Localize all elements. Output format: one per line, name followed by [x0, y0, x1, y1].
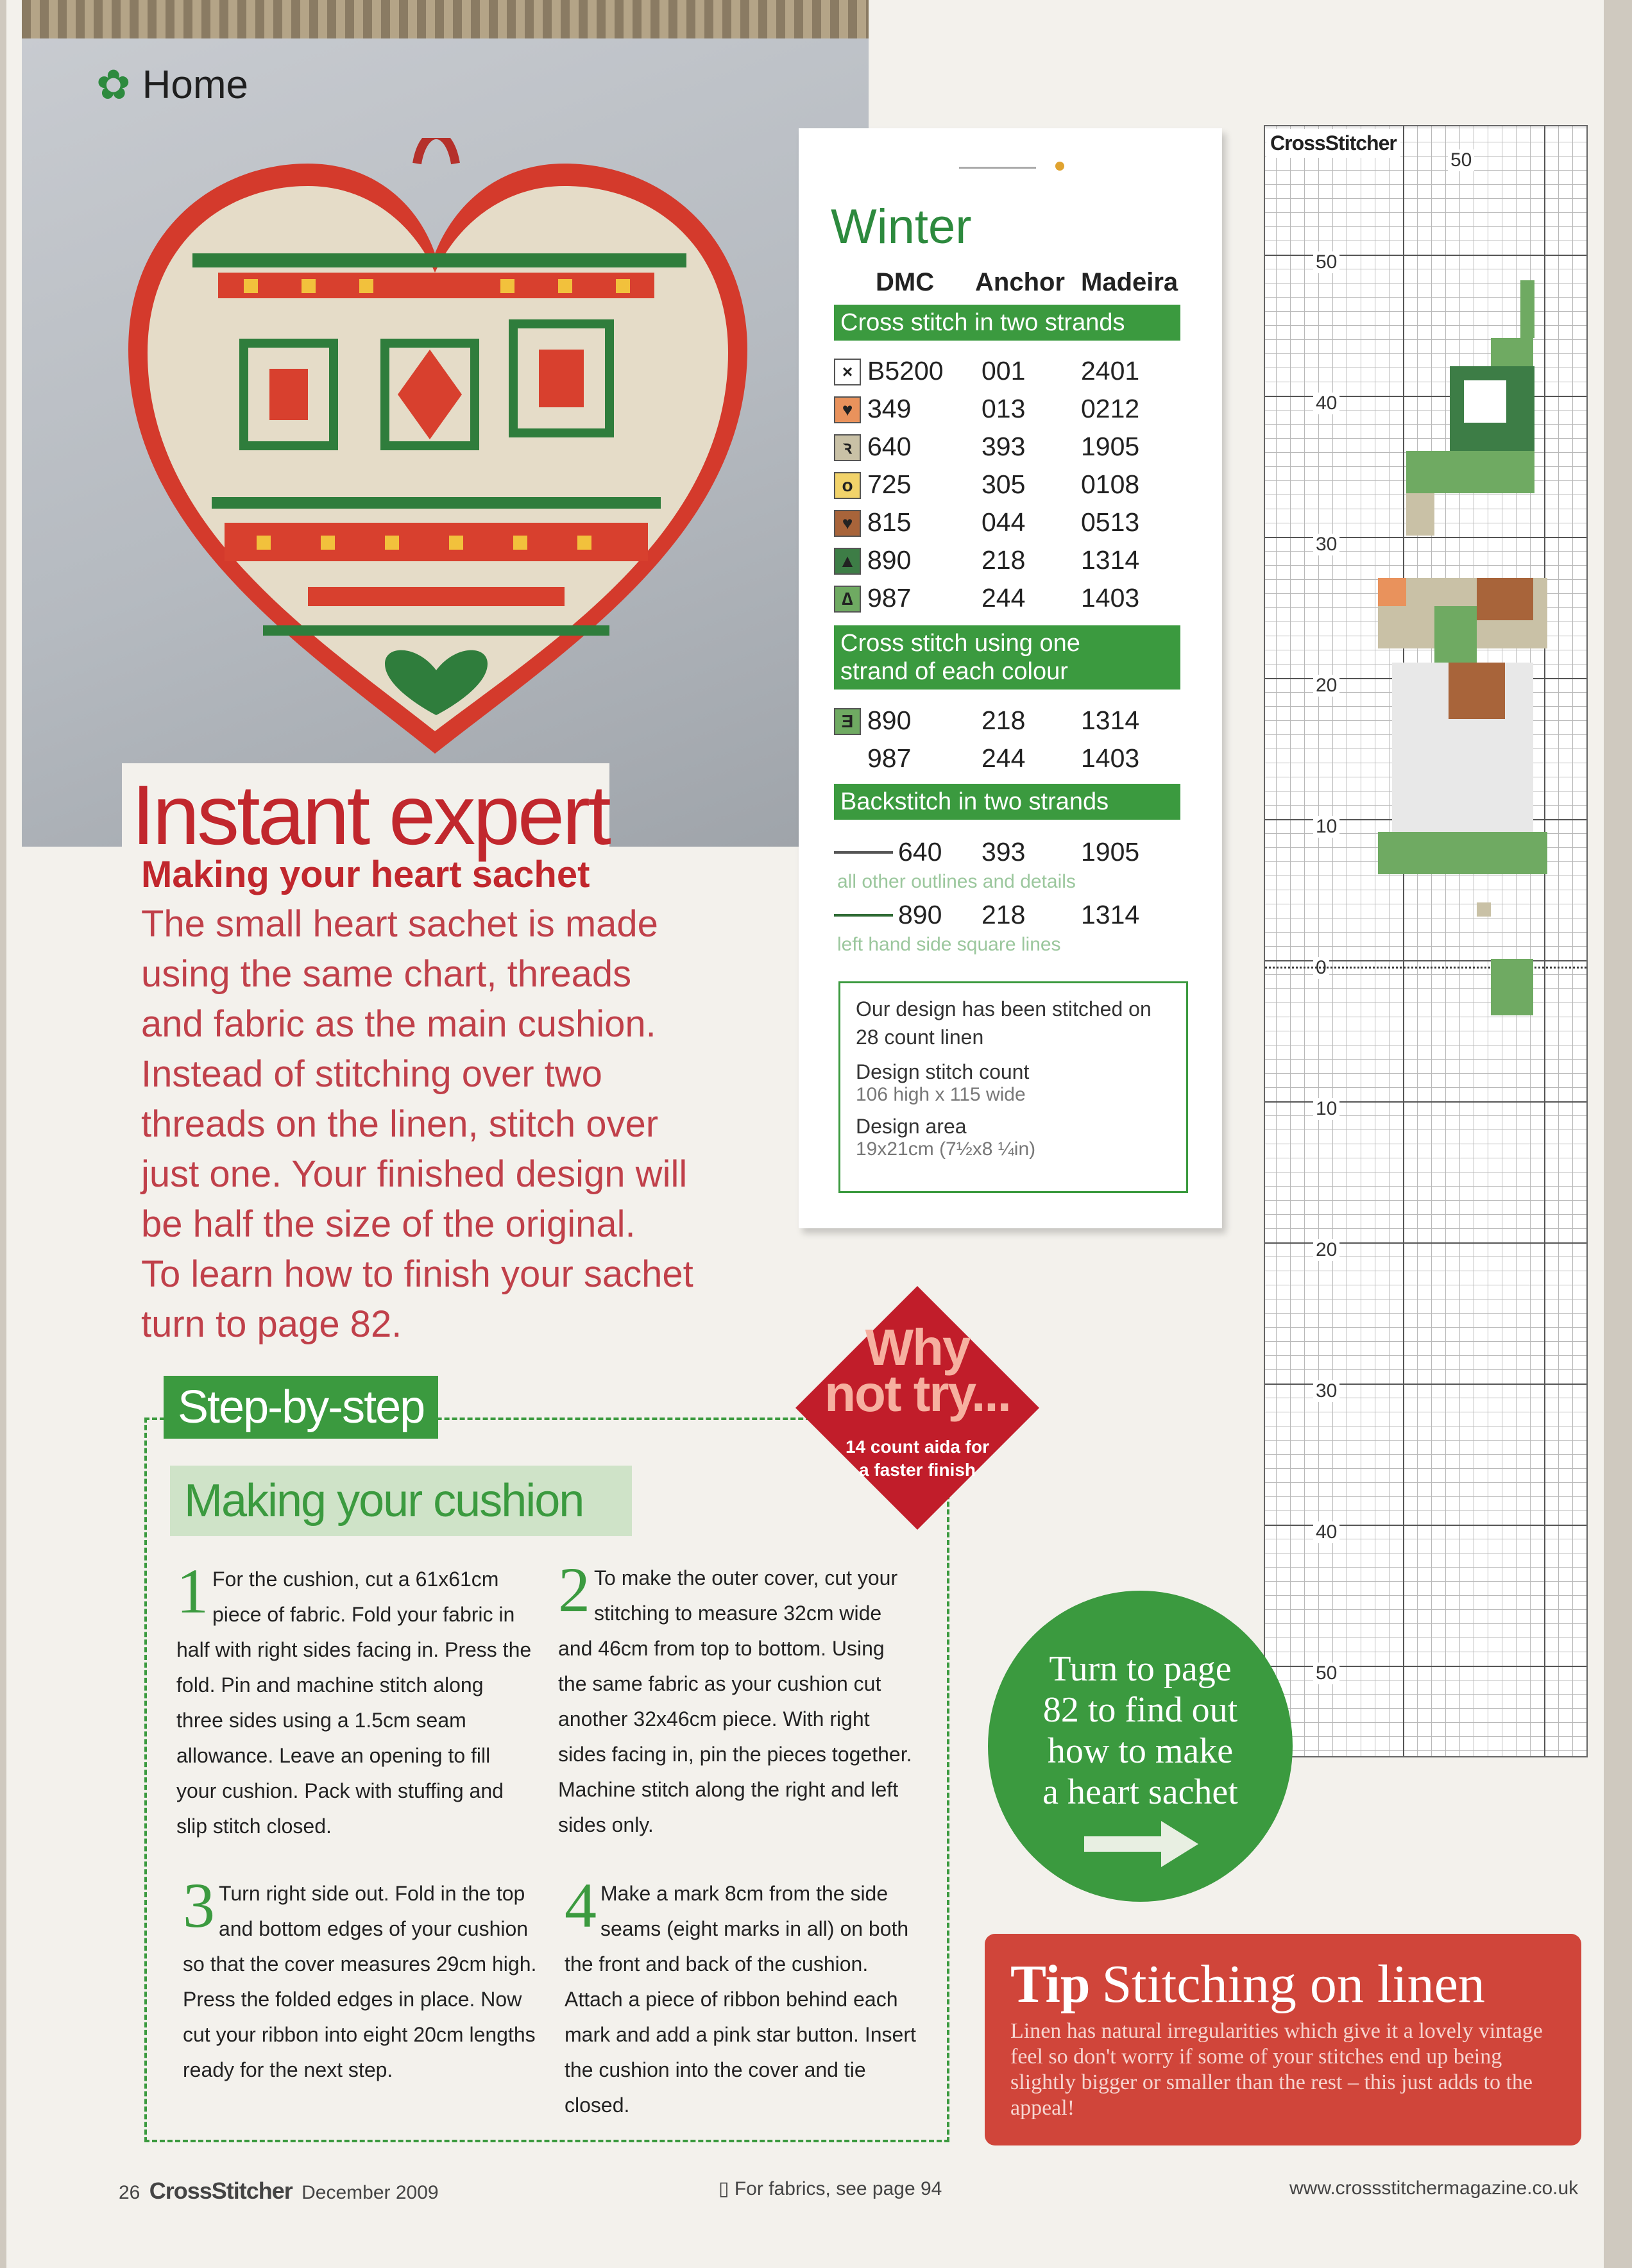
step-by-step-subtitle: Making your cushion: [170, 1466, 632, 1536]
thread-anchor: 244: [982, 583, 1026, 613]
design-line: 28 count linen: [856, 1026, 984, 1049]
chart-tick-label: 40: [1313, 393, 1339, 414]
body-line: Instead of stitching over two: [141, 1053, 602, 1095]
thread-madeira: 1314: [1081, 900, 1140, 929]
section-label: Home: [142, 63, 249, 107]
circle-line: Turn to page: [1049, 1649, 1232, 1689]
step-text: To make the outer cover, cut your stitching to measure 32cm wide and 46cm from top to bottom. Using the same fabric as your cushion cut another 32x46cm piece. With right sides facing in, pin the pieces together. Machine stitch along the right and left sides only.: [558, 1566, 912, 1836]
key-row: [834, 583, 1206, 620]
key-row: [834, 545, 1206, 582]
footer-left: [119, 2178, 439, 2205]
footer-issue: December 2009: [302, 2182, 439, 2203]
body-line: The small heart sachet is made: [141, 903, 658, 945]
step-number: 1: [176, 1555, 208, 1627]
cross-stitch-chart: [1264, 125, 1588, 1757]
key-title: Winter: [831, 199, 972, 254]
thread-madeira: 1905: [1081, 837, 1140, 867]
step-3: [183, 1870, 539, 2088]
thread-dmc: 640: [867, 432, 912, 461]
chart-stitch-block: [1449, 663, 1505, 719]
step-number: 3: [183, 1870, 215, 1941]
symbol-swatch: Ǝ: [834, 708, 861, 735]
why-line: not try...: [824, 1365, 1010, 1422]
instant-expert-subtitle: Making your heart sachet: [141, 854, 590, 895]
thread-madeira: 2401: [1081, 356, 1140, 385]
body-line: and fabric as the main cushion.: [141, 1003, 656, 1045]
body-line: using the same chart, threads: [141, 953, 632, 995]
instant-expert-body: [141, 899, 776, 1350]
body-line: turn to page 82.: [141, 1303, 402, 1345]
thread-madeira: 0108: [1081, 470, 1140, 499]
thread-dmc: 725: [867, 470, 912, 499]
footer-fabrics-text: For fabrics, see page 94: [734, 2178, 942, 2199]
step-4: [565, 1870, 921, 2123]
chart-stitch-block: [1477, 902, 1491, 917]
chart-top-tick: 50: [1448, 149, 1474, 171]
symbol-swatch: ▲: [834, 548, 861, 575]
footer-fabrics: [718, 2178, 942, 2200]
chart-tick-label: 50: [1313, 251, 1339, 273]
thread-anchor: 218: [982, 706, 1026, 735]
backstitch-line-swatch: [834, 914, 893, 917]
thread-dmc: 815: [867, 507, 912, 537]
key-row: [834, 743, 1206, 781]
tip-box: [985, 1934, 1581, 2145]
backstitch-line-swatch: [834, 851, 893, 854]
chart-tick-label: 30: [1313, 1380, 1339, 1402]
design-info-box: [838, 981, 1188, 1193]
symbol-swatch: ∆: [834, 586, 861, 613]
chart-tick-label: 20: [1313, 675, 1339, 697]
section-bar: Backstitch in two strands: [834, 784, 1180, 820]
symbol-swatch: ꝛ: [834, 434, 861, 461]
chart-stitch-block: [1406, 493, 1434, 536]
footer-brand: CrossStitcher: [149, 2178, 293, 2204]
thread-dmc: 640: [898, 837, 942, 867]
thread-madeira: 1314: [1081, 706, 1140, 735]
chart-stitch-block: [1378, 832, 1547, 874]
chart-center-line: [1265, 967, 1586, 969]
chart-stitch-block: [1520, 280, 1534, 338]
section-bar: [834, 625, 1180, 690]
body-line: To learn how to finish your sachet: [141, 1253, 693, 1295]
chart-tick-label: 50: [1313, 1663, 1339, 1684]
section-bar-line: Cross stitch using one: [840, 630, 1080, 657]
key-row: [834, 470, 1206, 507]
key-row: [834, 507, 1206, 545]
step-number: 4: [565, 1870, 597, 1941]
pin-line: [959, 167, 1036, 169]
thread-anchor: 044: [982, 507, 1026, 537]
thread-anchor: 393: [982, 837, 1026, 867]
thread-dmc: 890: [867, 545, 912, 575]
thread-madeira: 1403: [1081, 743, 1140, 773]
photo-top-edge: [22, 0, 869, 38]
thread-madeira: 0513: [1081, 507, 1140, 537]
thread-key-card: [799, 128, 1222, 1228]
symbol-swatch: o: [834, 472, 861, 499]
step-text: For the cushion, cut a 61x61cm piece of fabric. Fold your fabric in half with right sides facing in. Press the fold. Pin and machine stitch along three sides using a 1.5cm seam allowance. Leave an opening to fill your cushion. Pack with stuffing and slip stitch closed.: [176, 1568, 532, 1838]
chart-tick-label: 0: [1313, 957, 1329, 979]
why-not-try-text: [795, 1435, 1039, 1482]
step-by-step-title: Step-by-step: [164, 1376, 438, 1439]
section-bar: Cross stitch in two strands: [834, 305, 1180, 341]
step-text: Turn right side out. Fold in the top and bottom edges of your cushion so that the cover measures 29cm high. Press the folded edges in place. Now cut your ribbon into eight 20cm lengths ready for the next step.: [183, 1882, 537, 2081]
chart-tick-label: 30: [1313, 534, 1339, 555]
tip-heading: [1010, 1953, 1485, 2015]
thread-anchor: 244: [982, 743, 1026, 773]
thread-dmc: 987: [867, 743, 912, 773]
design-count-value: 106 high x 115 wide: [856, 1084, 1026, 1105]
col-madeira: Madeira: [1081, 268, 1178, 296]
key-row: [834, 706, 1206, 743]
thread-anchor: 218: [982, 545, 1026, 575]
body-line: just one. Your finished design will: [141, 1153, 688, 1195]
turn-to-page-circle: [988, 1591, 1293, 1902]
body-line: threads on the linen, stitch over: [141, 1103, 659, 1145]
circle-line: 82 to find out: [1042, 1690, 1238, 1730]
page-number: 26: [119, 2182, 140, 2203]
thread-madeira: 1905: [1081, 432, 1140, 461]
symbol-swatch: ♥: [834, 510, 861, 537]
tip-body: Linen has natural irregularities which give it a lovely vintage feel so don't worry if some of your stitches end up being slightly bigger or smaller than the rest – this just adds to the appeal!: [1010, 2019, 1543, 2120]
thread-anchor: 001: [982, 356, 1026, 385]
chart-stitch-block: [1477, 578, 1533, 620]
key-row: [834, 900, 1206, 937]
step-number: 2: [558, 1554, 590, 1625]
thread-dmc: 890: [867, 706, 912, 735]
chart-tick-label: 10: [1313, 816, 1339, 838]
section-bar-line: strand of each colour: [840, 658, 1068, 685]
col-anchor: Anchor: [975, 268, 1065, 296]
backstitch-note: all other outlines and details: [837, 871, 1076, 892]
key-row: [834, 356, 1206, 393]
thread-anchor: 393: [982, 432, 1026, 461]
key-row: [834, 432, 1206, 469]
arrow-right-icon: [1084, 1818, 1200, 1870]
tip-label: Tip: [1010, 1954, 1091, 2014]
why-not-try-title: [795, 1319, 1039, 1422]
col-dmc: DMC: [876, 268, 935, 296]
design-count-label: Design stitch count: [856, 1060, 1030, 1083]
thread-madeira: 0212: [1081, 394, 1140, 423]
body-line: be half the size of the original.: [141, 1203, 636, 1245]
instant-expert-title: Instant expert: [132, 768, 609, 862]
chart-brand: CrossStitcher: [1266, 129, 1400, 158]
chart-stitch-block: [1464, 380, 1506, 423]
why-sub-line: 14 count aida for: [845, 1437, 990, 1457]
thread-madeira: 1314: [1081, 545, 1140, 575]
flower-icon: ✿: [96, 62, 131, 108]
chart-stitch-block: [1378, 578, 1406, 606]
step-text: Make a mark 8cm from the side seams (eight marks in all) on both the front and back of the cushion. Attach a piece of ribbon behind each mark and add a pink star button. Insert the cushion into the cover and tie closed.: [565, 1882, 916, 2117]
design-line: Our design has been stitched on: [856, 997, 1152, 1020]
design-area-label: Design area: [856, 1115, 967, 1138]
why-line: Why: [865, 1319, 970, 1376]
heart-sachet-image: [115, 138, 757, 766]
thread-anchor: 218: [982, 900, 1026, 929]
magazine-page: [6, 0, 1604, 2268]
book-icon: ▯: [718, 2178, 729, 2199]
chart-stitch-block: [1491, 338, 1533, 366]
step-1: [176, 1555, 532, 1844]
key-row: [834, 837, 1206, 874]
chart-tick-label: 20: [1313, 1239, 1339, 1261]
thread-dmc: 349: [867, 394, 912, 423]
key-row: [834, 394, 1206, 431]
pin-head-icon: [1055, 162, 1064, 171]
thread-anchor: 013: [982, 394, 1026, 423]
backstitch-note: left hand side square lines: [837, 934, 1061, 955]
thread-dmc: B5200: [867, 356, 944, 385]
symbol-swatch: ×: [834, 359, 861, 385]
footer-url: www.crossstitchermagazine.co.uk: [1289, 2178, 1579, 2199]
section-header: [96, 61, 248, 109]
thread-anchor: 305: [982, 470, 1026, 499]
key-column-headers: [876, 268, 1178, 297]
circle-line: a heart sachet: [1042, 1772, 1238, 1812]
thread-madeira: 1403: [1081, 583, 1140, 613]
thread-dmc: 987: [867, 583, 912, 613]
thread-dmc: 890: [898, 900, 942, 929]
chart-tick-label: 40: [1313, 1521, 1339, 1543]
design-area-value: 19x21cm (7½x8 ¼in): [856, 1138, 1036, 1160]
step-2: [558, 1554, 914, 1843]
chart-tick-label: 10: [1313, 1098, 1339, 1120]
circle-text: [988, 1648, 1293, 1813]
chart-stitch-block: [1406, 451, 1534, 493]
symbol-swatch: ♥: [834, 396, 861, 423]
tip-title: Stitching on linen: [1101, 1954, 1485, 2014]
circle-line: how to make: [1047, 1731, 1234, 1771]
chart-stitch-block: [1491, 959, 1533, 1015]
why-sub-line: a faster finish: [858, 1460, 976, 1480]
